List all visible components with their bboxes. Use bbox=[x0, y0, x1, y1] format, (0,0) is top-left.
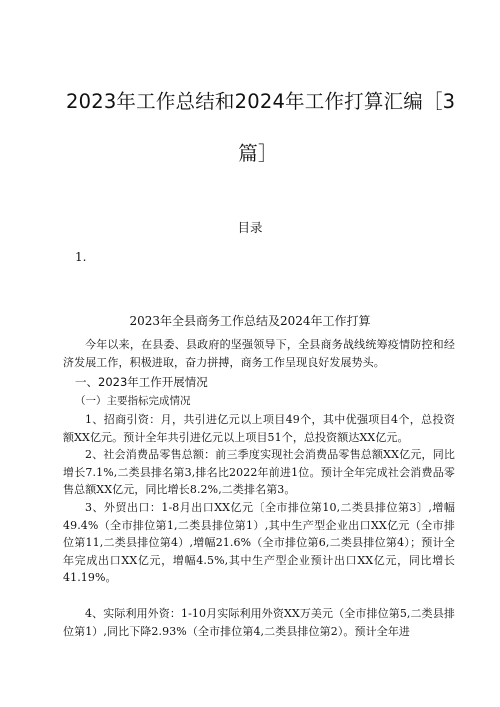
subsection-heading: （一）主要指标完成情况 bbox=[75, 395, 191, 407]
section-heading: 一、2023年工作开展情况 bbox=[75, 375, 208, 389]
paragraph-retail: 2、社会消费品零售总额：前三季度实现社会消费品零售总额XX亿元，同比增长7.1%,二类县排名第3,排名比2022年前进1位。预计全年完成社会消费品零售总额XX亿元，同比增长8.2%,二类排名第3。 bbox=[63, 448, 455, 496]
toc-item: 1. bbox=[75, 250, 87, 264]
toc-heading: 目录 bbox=[237, 220, 263, 235]
section-title: 2023年全县商务工作总结及2024年工作打算 bbox=[129, 314, 371, 328]
paragraph-export: 3、外贸出口：1-8月出口XX亿元〔全市排位第10,二类县排位第3〕,增幅49.4%（全市排位第1,二类县排位第1）,其中生产型企业出口XX亿元（全市排位第11,二类县排位第4）,增幅21.6%（全市排位第6,二类县排位第4）；预计全年完成出口XX亿元，增幅4.5%,其中生产型企业预计出口XX亿元，同比增长41.19%。 bbox=[63, 501, 455, 584]
document-title-line2: 篇］ bbox=[238, 142, 278, 165]
document-title-line1: 2023年工作总结和2024年工作打算汇编［3 bbox=[66, 90, 456, 113]
intro-paragraph: 今年以来，在县委、县政府的坚强领导下，全县商务战线统筹疫情防控和经济发展工作，积极进取，奋力拼搏，商务工作呈现良好发展势头。 bbox=[63, 338, 455, 369]
paragraph-foreign-investment: 4、实际利用外资：1-10月实际利用外资XX万美元（全市排位第5,二类县排位第1）,同比下降2.93%（全市排位第4,二类县排位第2）。预计全年进 bbox=[63, 607, 455, 638]
paragraph-investment: 1、招商引资：月，共引进亿元以上项目49个，其中优强项目4个，总投资额XX亿元。预计全年共引进亿元以上项目51个，总投资额达XX亿元。 bbox=[63, 413, 455, 444]
